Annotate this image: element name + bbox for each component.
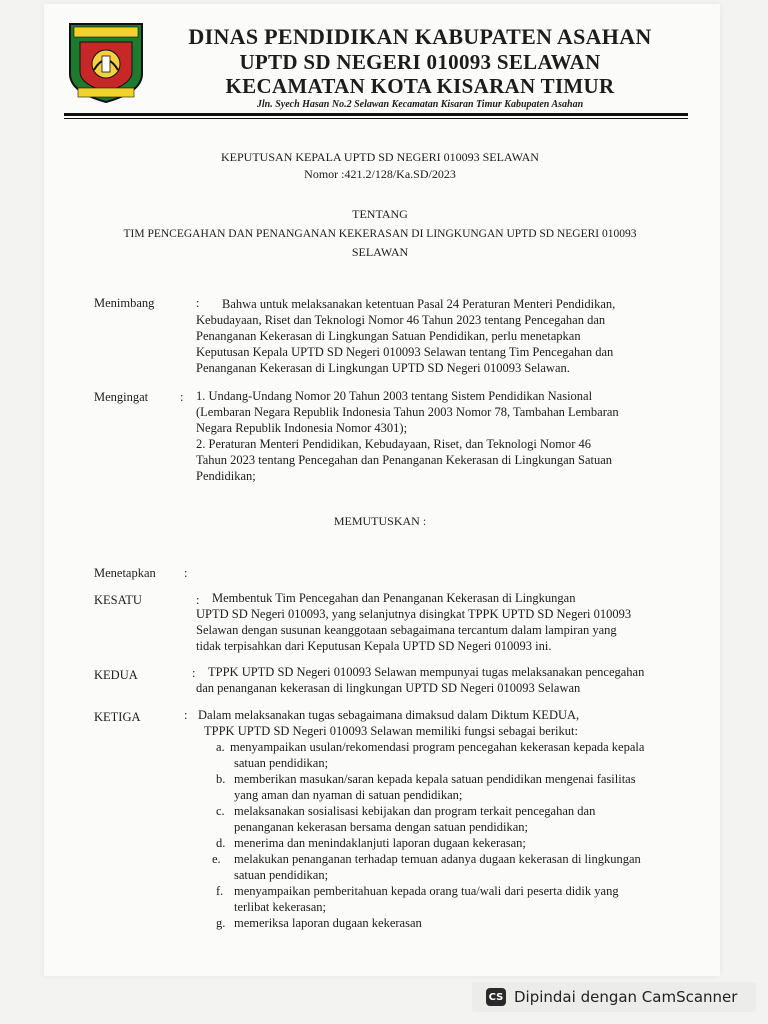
ketiga-intro-1: Dalam melaksanakan tugas sebagaimana dimaksud dalam Diktum KEDUA, xyxy=(198,708,580,722)
ketiga-item-text-cont: yang aman dan nyaman di satuan pendidikan; xyxy=(234,788,463,802)
text-line: Selawan dengan susunan keanggotaan sebagaimana tercantum dalam lampiran yang xyxy=(196,623,617,637)
text-line: dan penanganan kekerasan di lingkungan UPTD SD Negeri 010093 Selawan xyxy=(196,681,581,695)
ketiga-item-letter: g. xyxy=(216,916,226,930)
text-line: Kebudayaan, Riset dan Teknologi Nomor 46 Tahun 2023 tentang Pencegahan dan xyxy=(196,313,606,327)
text-line: Membentuk Tim Pencegahan dan Penanganan Kekerasan di Lingkungan xyxy=(212,591,576,605)
text-line: Bahwa untuk melaksanakan ketentuan Pasal 24 Peraturan Menteri Pendidikan, xyxy=(222,297,616,311)
ketiga-item-text-cont: penanganan kekerasan bersama dengan satuan pendidikan; xyxy=(234,820,528,834)
kedua-text xyxy=(196,664,674,696)
ketiga-item-text: melakukan penanganan terhadap temuan adanya dugaan kekerasan di lingkungan xyxy=(234,852,641,866)
text-line: Penanganan Kekerasan di Lingkungan Satuan Pendidikan, perlu menetapkan xyxy=(196,329,581,343)
ketiga-item-letter: b. xyxy=(216,772,226,786)
ketiga-item-letter: a. xyxy=(216,740,225,754)
camscanner-text: Dipindai dengan CamScanner xyxy=(514,988,738,1006)
letterhead-district: KECAMATAN KOTA KISARAN TIMUR xyxy=(225,74,615,98)
kesatu-label: KESATU xyxy=(94,593,142,607)
menimbang-label: Menimbang xyxy=(94,296,155,310)
ketiga-item-letter: c. xyxy=(216,804,225,818)
ketiga-item-text-cont: satuan pendidikan; xyxy=(234,868,329,882)
menimbang-text xyxy=(196,296,674,376)
ketiga-intro-2: TPPK UPTD SD Negeri 010093 Selawan memiliki fungsi sebagai berikut: xyxy=(204,724,578,738)
text-line: TPPK UPTD SD Negeri 010093 Selawan mempunyai tugas melaksanakan pencegahan xyxy=(208,665,645,679)
mengingat-text xyxy=(196,388,674,484)
decree-number: Nomor :421.2/128/Ka.SD/2023 xyxy=(304,167,456,181)
asahan-regency-emblem xyxy=(64,20,148,104)
mengingat-label: Mengingat xyxy=(94,390,149,404)
letterhead-address: Jln. Syech Hasan No.2 Selawan Kecamatan Kisaran Timur Kabupaten Asahan xyxy=(256,99,584,110)
ketiga-item-letter: d. xyxy=(216,836,226,850)
decree-subject-line2: SELAWAN xyxy=(351,245,409,259)
text-line: Penanganan Kekerasan di Lingkungan UPTD SD Negeri 010093 Selawan. xyxy=(196,361,570,375)
ketiga-item-text: menyampaikan usulan/rekomendasi program pencegahan kekerasan kepada kepala xyxy=(230,740,645,754)
decree-tentang: TENTANG xyxy=(352,207,408,221)
text-line: Pendidikan; xyxy=(196,469,256,483)
text-line: (Lembaran Negara Republik Indonesia Tahun 2003 Nomor 78, Tambahan Lembaran xyxy=(196,405,619,419)
kedua-label: KEDUA xyxy=(94,668,138,682)
ketiga-label: KETIGA xyxy=(94,710,141,724)
ketiga-item-letter: e. xyxy=(212,852,221,866)
ketiga-item-text: memberikan masukan/saran kepada kepala satuan pendidikan mengenai fasilitas xyxy=(234,772,636,786)
ketiga-colon: : xyxy=(184,708,188,722)
camscanner-icon: CS xyxy=(486,988,506,1006)
text-line: Keputusan Kepala UPTD SD Negeri 010093 Selawan tentang Tim Pencegahan dan xyxy=(196,345,614,359)
ketiga-item-text-cont: terlibat kekerasan; xyxy=(234,900,326,914)
kesatu-colon: : xyxy=(196,593,200,607)
letterhead-school: UPTD SD NEGERI 010093 SELAWAN xyxy=(239,50,601,74)
letterhead-agency: DINAS PENDIDIKAN KABUPATEN ASAHAN xyxy=(188,24,652,49)
ketiga-item-letter: f. xyxy=(216,884,224,898)
decree-subject-line1: TIM PENCEGAHAN DAN PENANGANAN KEKERASAN DI LINGKUNGAN UPTD SD NEGERI 010093 xyxy=(123,228,637,240)
text-line: Negara Republik Indonesia Nomor 4301); xyxy=(196,421,408,435)
text-line: 1. Undang-Undang Nomor 20 Tahun 2003 tentang Sistem Pendidikan Nasional xyxy=(196,389,593,403)
menetapkan-colon: : xyxy=(184,566,188,580)
ketiga-item-text: melaksanakan sosialisasi kebijakan dan program terkait pencegahan dan xyxy=(234,804,596,818)
ketiga-item-text: memeriksa laporan dugaan kekerasan xyxy=(234,916,422,930)
text-line: tidak terpisahkan dari Keputusan Kepala UPTD SD Negeri 010093 ini. xyxy=(196,639,552,653)
ketiga-item-text-cont: satuan pendidikan; xyxy=(234,756,329,770)
menimbang-colon: : xyxy=(196,296,200,310)
text-line: Tahun 2023 tentang Pencegahan dan Penanganan Kekerasan di Lingkungan Satuan xyxy=(196,453,613,467)
ketiga-item-text: menyampaikan pemberitahuan kepada orang tua/wali dari peserta didik yang xyxy=(234,884,619,898)
mengingat-colon: : xyxy=(180,390,184,404)
ketiga-item-text: menerima dan menindaklanjuti laporan dugaan kekerasan; xyxy=(234,836,526,850)
letterhead-rule-thin xyxy=(64,118,688,119)
text-line: 2. Peraturan Menteri Pendidikan, Kebudayaan, Riset, dan Teknologi Nomor 46 xyxy=(196,437,591,451)
text-line: UPTD SD Negeri 010093, yang selanjutnya disingkat TPPK UPTD SD Negeri 010093 xyxy=(196,607,632,621)
camscanner-watermark xyxy=(472,982,756,1012)
kedua-colon: : xyxy=(192,666,196,680)
memutuskan-heading: MEMUTUSKAN : xyxy=(333,514,427,528)
kesatu-text xyxy=(196,590,674,654)
decree-title: KEPUTUSAN KEPALA UPTD SD NEGERI 010093 SELAWAN xyxy=(221,150,539,164)
menetapkan-label: Menetapkan xyxy=(94,566,156,580)
letterhead-rule-thick xyxy=(64,113,688,116)
